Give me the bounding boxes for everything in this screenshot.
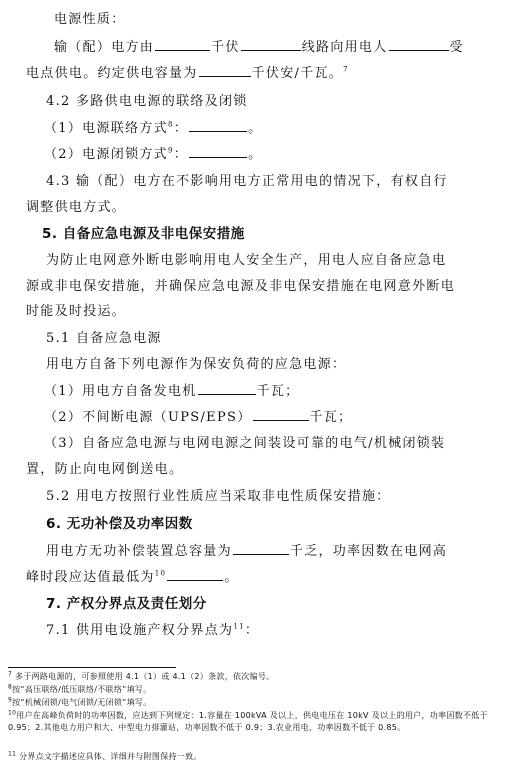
footnote-10 [8, 710, 498, 734]
item-generator [44, 380, 508, 399]
text: 。 [248, 147, 263, 162]
section-5-para-line-3 [26, 300, 508, 319]
footnote-ref: 7 [343, 65, 349, 74]
text: 峰时段应达值最低为 [26, 570, 155, 585]
voltage-blank[interactable] [155, 38, 210, 51]
footnote-7 [8, 671, 498, 683]
footnote-9 [8, 697, 498, 709]
text: ： [173, 147, 189, 162]
footnote-text: 用户在高峰负荷时的功率因数，应达到下列规定：1.容量在 100kVA 及以上，供电电压在 10kV 及以上的用户，功率因数不低于 0.95；2.其他电力用户和大、中型电力排灌站，功率因数不低于 0.9；3.农业用电，功率因数不低于 0.85。 [8, 711, 488, 732]
text: 线路向用电人 [301, 40, 388, 55]
ups-blank[interactable] [253, 408, 309, 421]
text: ： [244, 623, 260, 638]
item-interlock-line-2 [26, 458, 508, 477]
section-4-2-item-2 [44, 143, 508, 162]
text: 7.1 供用电设施产权分界点为 [46, 623, 234, 638]
item-interlock-line-1 [44, 432, 508, 451]
text: 千乏，功率因数在电网高 [289, 544, 448, 559]
lock-mode-blank[interactable] [189, 145, 247, 158]
capacity-blank[interactable] [199, 64, 251, 77]
text: 电源性质： [54, 12, 126, 27]
text: 输（配）电方由 [54, 40, 155, 55]
section-6-line-1 [46, 540, 508, 559]
text: （1）电源联络方式 [44, 121, 168, 136]
footnote-text: 按“机械闭锁/电气闭锁/无闭锁”填写。 [12, 698, 152, 707]
text: 4.3 输（配）电方在不影响用电方正常用电的情况下，有权自行 [46, 174, 448, 189]
section-4-2-item-1 [44, 117, 508, 136]
section-5-heading [42, 222, 508, 242]
power-factor-blank[interactable] [167, 568, 223, 581]
text: 。 [224, 570, 239, 585]
text: 。 [248, 121, 263, 136]
section-5-2 [46, 485, 508, 504]
text: （3）自备应急电源与电网电源之间装设可靠的电气/机械闭锁装 [44, 436, 446, 451]
text: 用电方自备下列电源作为保安负荷的应急电源： [46, 357, 347, 372]
footnote-ref: 11 [233, 622, 245, 631]
text: 7. 产权分界点及责任划分 [46, 596, 207, 612]
footnote-divider [8, 667, 176, 668]
text: 源或非电保安措施，并确保应急电源及非电保安措施在电网意外断电 [26, 279, 456, 294]
text: 为防止电网意外断电影响用电人安全生产，用电人应自备应急电 [46, 253, 447, 268]
text: 5. 自备应急电源及非电保安措施 [42, 226, 245, 242]
text: 千瓦； [309, 410, 353, 425]
supply-line-1 [54, 36, 508, 55]
section-7-1 [46, 619, 508, 638]
text: 4.2 多路供电电源的联络及闭锁 [46, 94, 248, 109]
section-5-1-intro [46, 353, 508, 372]
text: 5.2 用电方按照行业性质应当采取非电性质保安措施： [46, 489, 391, 504]
footnote-number: 10 [8, 709, 17, 717]
text: 时能及时投运。 [26, 304, 127, 319]
footnote-number: 8 [8, 683, 13, 691]
text: 千伏安/千瓦。 [251, 66, 344, 81]
footnote-number: 11 [8, 750, 17, 758]
text: 调整供电方式。 [26, 200, 127, 215]
text: 5.1 自备应急电源 [46, 331, 162, 346]
text: 受 [449, 40, 464, 55]
section-5-para-line-1 [46, 249, 508, 268]
section-5-para-line-2 [26, 275, 508, 294]
text: （2）不间断电源（UPS/EPS） [44, 410, 252, 425]
compensation-blank[interactable] [233, 542, 289, 555]
text: 千瓦； [256, 384, 300, 399]
text: （1）用电方自备发电机 [44, 384, 197, 399]
line-blank[interactable] [241, 38, 301, 51]
footnote-ref: 9 [167, 146, 174, 155]
text: （2）电源闭锁方式 [44, 147, 168, 162]
footnote-11 [8, 751, 498, 763]
text: 用电方无功补偿装置总容量为 [46, 544, 232, 559]
section-4-2-title [46, 90, 508, 109]
receiver-blank[interactable] [389, 38, 449, 51]
footnote-ref: 10 [154, 569, 167, 578]
text: 置，防止向电网倒送电。 [26, 462, 184, 477]
footnote-number: 7 [8, 670, 13, 678]
item-ups [44, 406, 508, 425]
text: 6. 无功补偿及功率因数 [46, 516, 193, 532]
supply-line-2 [26, 62, 508, 81]
section-6-heading [46, 512, 508, 532]
power-nature-label [54, 8, 508, 27]
footnote-text: 分界点文字描述应具体、详细并与附图保持一致。 [19, 752, 202, 761]
footnote-text: 按“高压联络/低压联络/不联络”填写。 [12, 685, 152, 694]
text: 千伏 [211, 40, 240, 55]
section-7-heading [46, 592, 508, 612]
section-6-line-2 [26, 566, 508, 585]
generator-blank[interactable] [198, 382, 256, 395]
footnote-ref: 8 [167, 120, 174, 129]
text: ： [173, 121, 189, 136]
section-4-3-line-2 [26, 196, 508, 215]
section-5-1-title [46, 327, 508, 346]
contact-mode-blank[interactable] [189, 119, 247, 132]
footnote-number: 9 [8, 696, 13, 704]
text: 电点供电。约定供电容量为 [26, 66, 198, 81]
section-4-3-line-1 [46, 170, 508, 189]
footnote-8 [8, 684, 498, 696]
footnote-text: 多于两路电源的，可参照使用 4.1（1）或 4.1（2）条款，依次编号。 [14, 672, 275, 681]
